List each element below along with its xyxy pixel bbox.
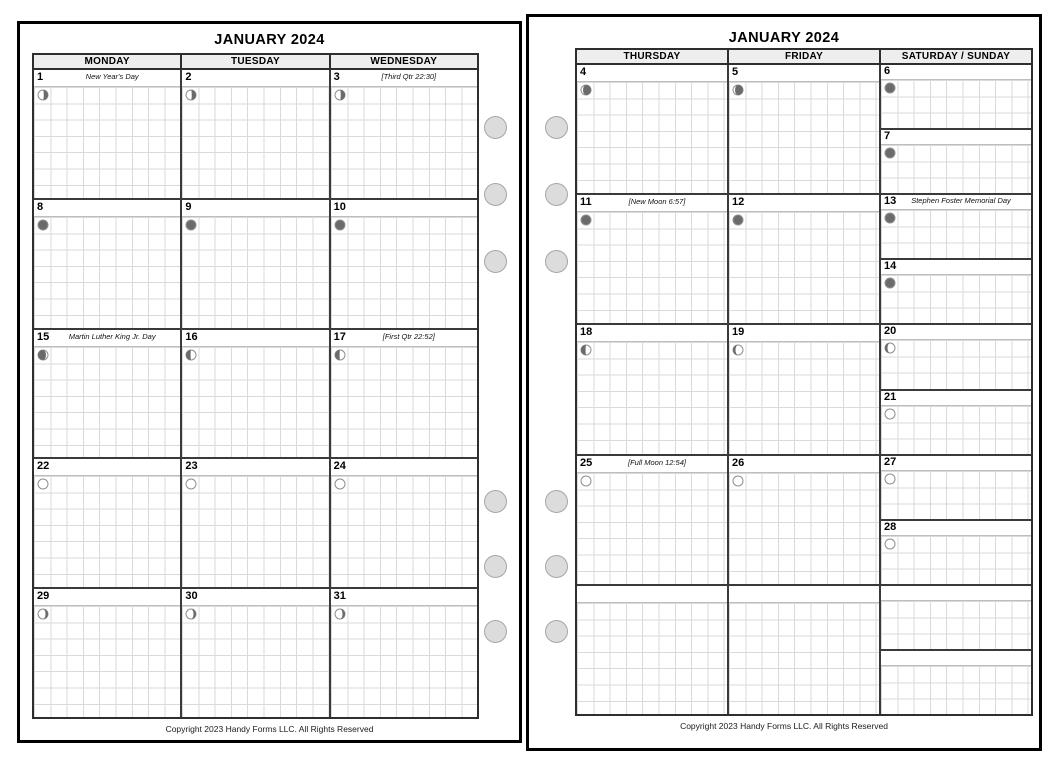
week-row <box>577 195 1031 325</box>
calendar-grid-right <box>575 48 1033 716</box>
date-strip <box>577 195 727 212</box>
week-row <box>34 200 477 330</box>
day-cell <box>729 65 881 193</box>
notes-grid <box>881 471 1031 519</box>
day-cell <box>331 589 477 717</box>
notes-grid <box>34 347 180 458</box>
date-strip <box>729 195 879 212</box>
new-moon-icon <box>884 82 896 94</box>
day-cell <box>331 330 477 458</box>
day-cell <box>881 195 1031 323</box>
date-number: 23 <box>185 460 198 473</box>
notes-grid <box>182 347 328 458</box>
binder-hole <box>545 555 568 578</box>
day-cell <box>34 589 182 717</box>
date-strip <box>881 260 1031 275</box>
date-number: 18 <box>580 326 593 339</box>
notes-grid <box>881 145 1031 193</box>
notes-grid <box>881 210 1031 258</box>
new-moon-icon <box>884 277 896 289</box>
waning-gibbous-icon <box>185 608 197 620</box>
day-subcell <box>881 456 1031 519</box>
holiday-label: [Full Moon 12:54] <box>628 457 686 467</box>
date-strip <box>881 65 1031 80</box>
date-number: 14 <box>884 260 897 273</box>
day-cell <box>881 65 1031 193</box>
notes-grid <box>34 606 180 717</box>
notes-grid <box>577 603 727 714</box>
notes-grid <box>729 603 879 714</box>
day-subcell <box>881 195 1031 258</box>
date-strip <box>331 459 477 476</box>
date-strip <box>577 456 727 473</box>
holiday-label: Martin Luther King Jr. Day <box>68 331 156 341</box>
notes-grid <box>34 476 180 587</box>
day-cell <box>34 459 182 587</box>
day-subcell <box>881 586 1031 649</box>
day-cell <box>182 589 330 717</box>
date-number: 15 <box>37 330 50 343</box>
date-strip <box>331 200 477 217</box>
date-strip <box>729 65 879 82</box>
day-subcell <box>881 649 1031 714</box>
day-subcell <box>881 65 1031 128</box>
date-strip <box>182 70 328 87</box>
date-number: 24 <box>333 460 346 473</box>
date-strip <box>34 330 180 347</box>
new-moon-icon <box>884 147 896 159</box>
notes-grid <box>331 476 477 587</box>
notes-grid <box>881 601 1031 649</box>
notes-grid <box>182 87 328 198</box>
date-strip <box>577 586 727 603</box>
full-moon-icon <box>580 475 592 487</box>
day-header-monday: MONDAY <box>34 55 182 68</box>
notes-grid <box>577 212 727 323</box>
day-subcell <box>881 128 1031 193</box>
date-strip <box>182 200 328 217</box>
binder-hole <box>545 490 568 513</box>
date-strip <box>182 330 328 347</box>
notes-grid <box>331 606 477 717</box>
date-strip <box>34 70 180 87</box>
holiday-label: [Third Qtr 22:30] <box>381 72 437 81</box>
date-number: 22 <box>37 460 50 473</box>
notes-grid <box>577 473 727 584</box>
day-cell <box>881 325 1031 453</box>
day-cell <box>577 65 729 193</box>
binder-hole <box>484 116 507 139</box>
third-quarter-icon <box>334 89 346 101</box>
notes-grid <box>331 87 477 198</box>
day-cell <box>577 195 729 323</box>
week-row <box>34 330 477 460</box>
notes-grid <box>729 473 879 584</box>
date-number: 28 <box>884 520 897 533</box>
week-row <box>577 325 1031 455</box>
notes-grid <box>577 342 727 453</box>
binder-hole <box>484 490 507 513</box>
holiday-label: Stephen Foster Memorial Day <box>911 196 1011 206</box>
day-header-saturday-sunday: SATURDAY / SUNDAY <box>901 51 1011 62</box>
week-row <box>577 65 1031 195</box>
date-number: 17 <box>333 330 346 343</box>
day-cell <box>182 200 330 328</box>
waning-gibbous-icon <box>37 608 49 620</box>
date-strip <box>881 325 1031 340</box>
new-moon-icon <box>37 219 49 231</box>
date-strip <box>182 589 328 606</box>
date-number: 8 <box>37 200 44 213</box>
waxing-gibbous-icon <box>884 342 896 354</box>
day-header-wednesday: WEDNESDAY <box>370 56 438 67</box>
calendar-grid-left <box>32 53 479 719</box>
day-header-row <box>34 55 477 70</box>
full-moon-icon <box>334 478 346 490</box>
date-strip <box>729 586 879 603</box>
date-number: 26 <box>732 456 745 469</box>
full-moon-icon <box>884 473 896 485</box>
day-cell <box>34 70 182 198</box>
holiday-label: New Year's Day <box>85 72 139 81</box>
date-strip <box>881 195 1031 210</box>
page-left <box>17 21 522 743</box>
date-number: 2 <box>185 71 192 83</box>
new-moon-icon <box>732 214 744 226</box>
date-strip <box>881 391 1031 406</box>
week-row <box>34 589 477 717</box>
binder-hole <box>545 116 568 139</box>
date-number: 21 <box>884 390 897 403</box>
notes-grid <box>331 347 477 458</box>
date-strip <box>331 330 477 347</box>
day-cell <box>729 325 881 453</box>
day-cell <box>577 586 729 714</box>
date-number: 20 <box>884 325 897 338</box>
first-quarter-icon <box>334 349 346 361</box>
notes-grid <box>729 82 879 193</box>
date-number: 29 <box>37 590 50 603</box>
day-cell <box>182 70 330 198</box>
week-rows <box>577 65 1031 714</box>
day-cell <box>729 586 881 714</box>
full-moon-icon <box>37 478 49 490</box>
binder-hole <box>545 183 568 206</box>
full-moon-icon <box>185 478 197 490</box>
binder-hole <box>545 250 568 273</box>
date-number: 9 <box>185 200 192 213</box>
date-number: 5 <box>732 66 739 78</box>
date-strip <box>331 70 477 87</box>
date-number: 31 <box>333 590 346 603</box>
binder-hole <box>545 620 568 643</box>
page-right <box>526 14 1042 751</box>
date-number: 10 <box>333 200 346 213</box>
notes-grid <box>331 217 477 328</box>
waxing-gibbous-icon <box>732 344 744 356</box>
date-number: 12 <box>732 196 745 209</box>
notes-grid <box>182 476 328 587</box>
holiday-label: [New Moon 6:57] <box>628 197 686 207</box>
date-strip <box>577 325 727 342</box>
day-subcell <box>881 519 1031 584</box>
holiday-label: [First Qtr 22:52] <box>382 331 435 341</box>
notes-grid <box>729 342 879 453</box>
full-moon-icon <box>884 408 896 420</box>
week-row <box>34 70 477 200</box>
date-strip <box>729 456 879 473</box>
day-cell <box>729 456 881 584</box>
day-cell <box>729 195 881 323</box>
week-rows <box>34 70 477 717</box>
full-moon-icon <box>884 538 896 550</box>
notes-grid <box>881 275 1031 323</box>
day-cell <box>331 459 477 587</box>
waning-crescent-icon <box>732 84 744 96</box>
date-number: 3 <box>333 71 340 83</box>
day-subcell <box>881 389 1031 454</box>
date-number: 13 <box>884 195 897 208</box>
new-moon-icon <box>884 212 896 224</box>
date-number: 27 <box>884 455 897 468</box>
first-quarter-icon <box>185 349 197 361</box>
notes-grid <box>729 212 879 323</box>
binder-hole <box>484 555 507 578</box>
day-cell <box>881 456 1031 584</box>
date-number: 11 <box>580 196 592 209</box>
notes-grid <box>881 340 1031 388</box>
day-subcell <box>881 258 1031 323</box>
day-header-row <box>577 50 1031 65</box>
week-row <box>34 459 477 589</box>
date-number: 1 <box>37 71 44 83</box>
date-strip <box>331 589 477 606</box>
day-cell <box>331 70 477 198</box>
notes-grid <box>182 606 328 717</box>
week-row <box>577 456 1031 586</box>
day-cell <box>34 330 182 458</box>
date-strip <box>729 325 879 342</box>
binder-hole <box>484 183 507 206</box>
day-header-tuesday: TUESDAY <box>182 55 330 68</box>
date-strip <box>881 586 1031 601</box>
day-cell <box>182 330 330 458</box>
notes-grid <box>34 87 180 198</box>
notes-grid <box>182 217 328 328</box>
waning-crescent-icon <box>580 84 592 96</box>
third-quarter-icon <box>37 89 49 101</box>
date-number: 19 <box>732 326 745 339</box>
date-strip <box>34 589 180 606</box>
day-header-friday: FRIDAY <box>729 50 881 63</box>
day-cell <box>577 456 729 584</box>
day-subcell <box>881 325 1031 388</box>
date-number: 6 <box>884 65 891 77</box>
footer-copyright: Copyright 2023 Handy Forms LLC. All Rights Reserved <box>165 724 374 734</box>
date-strip <box>881 521 1031 536</box>
new-moon-icon <box>580 214 592 226</box>
new-moon-icon <box>185 219 197 231</box>
date-number: 25 <box>580 456 593 469</box>
footer-copyright: Copyright 2023 Handy Forms LLC. All Rights Reserved <box>680 721 888 731</box>
binder-hole <box>484 620 507 643</box>
waxing-crescent-icon <box>37 349 49 361</box>
date-strip <box>881 130 1031 145</box>
date-number: 30 <box>185 590 198 603</box>
day-cell <box>182 459 330 587</box>
binder-hole <box>484 250 507 273</box>
date-number: 7 <box>884 130 891 143</box>
notes-grid <box>577 82 727 193</box>
new-moon-icon <box>334 219 346 231</box>
page-title: JANUARY 2024 <box>214 32 325 48</box>
date-strip <box>881 651 1031 666</box>
date-strip <box>881 456 1031 471</box>
day-cell <box>577 325 729 453</box>
first-quarter-icon <box>580 344 592 356</box>
page-title: JANUARY 2024 <box>728 30 840 46</box>
notes-grid <box>881 80 1031 128</box>
date-number: 16 <box>185 330 198 343</box>
full-moon-icon <box>732 475 744 487</box>
third-quarter-icon <box>185 89 197 101</box>
day-cell <box>34 200 182 328</box>
waning-gibbous-icon <box>334 608 346 620</box>
date-strip <box>34 459 180 476</box>
day-cell <box>331 200 477 328</box>
date-number: 4 <box>580 66 587 78</box>
day-cell <box>881 586 1031 714</box>
day-header-thursday: THURSDAY <box>577 50 729 63</box>
notes-grid <box>34 217 180 328</box>
notes-grid <box>881 666 1031 714</box>
date-strip <box>34 200 180 217</box>
notes-grid <box>881 406 1031 454</box>
date-strip <box>182 459 328 476</box>
week-row <box>577 586 1031 714</box>
date-strip <box>577 65 727 82</box>
notes-grid <box>881 536 1031 584</box>
